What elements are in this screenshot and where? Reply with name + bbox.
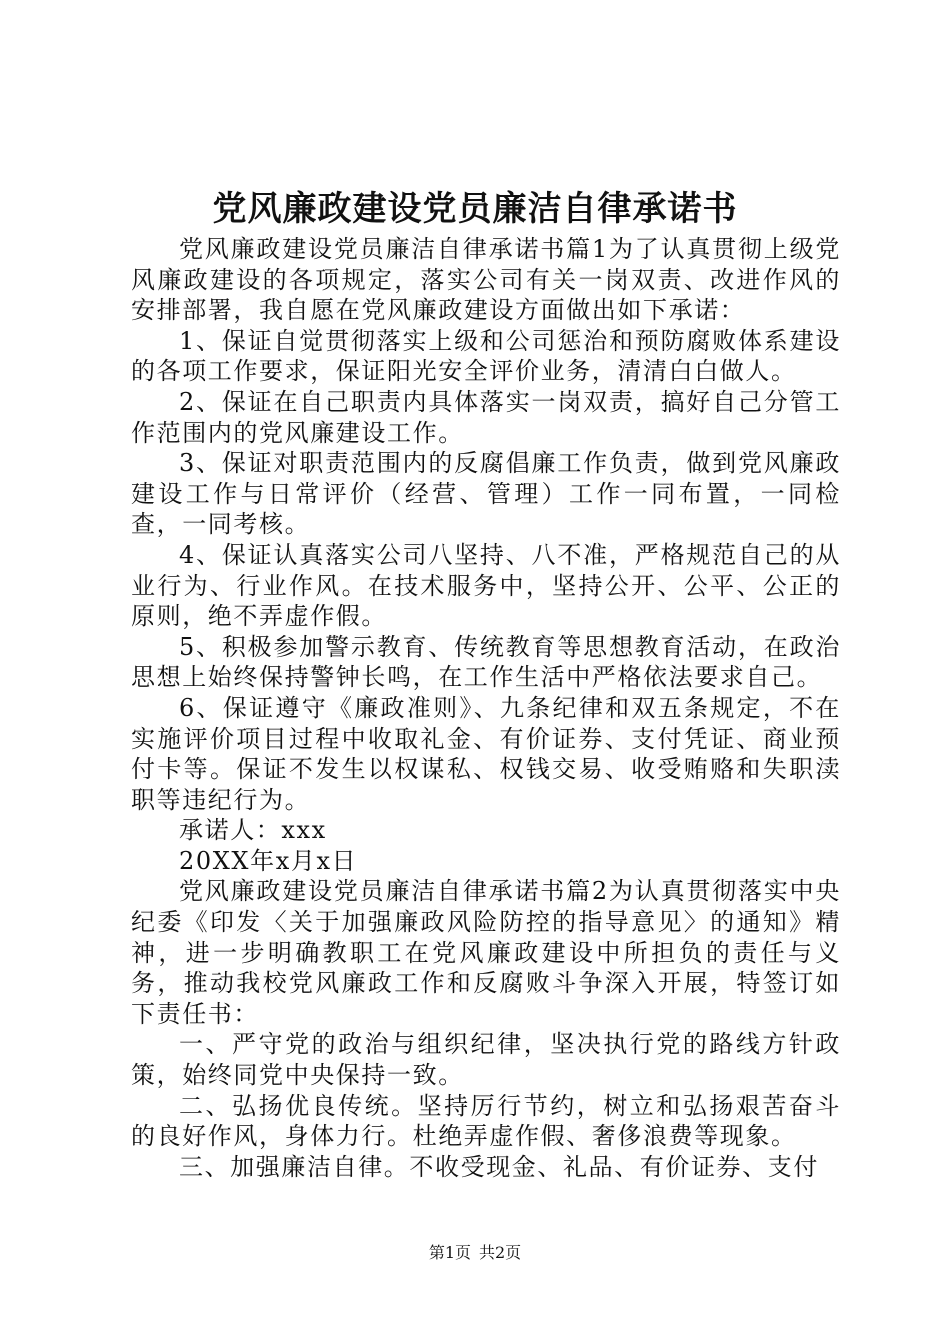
- paragraph-intro-2: 党风廉政建设党员廉洁自律承诺书篇2为认真贯彻落实中央纪委《印发〈关于加强廉政风险防控的指导意见〉的通知》精神，进一步明确教职工在党风廉政建设中所担负的责任与义务，推动我校党风廉政工作和反腐败斗争深入开展，特签订如下责任书：: [131, 877, 841, 1028]
- paragraph-item-1: 1、保证自觉贯彻落实上级和公司惩治和预防腐败体系建设的各项工作要求，保证阳光安全评价业务，清清白白做人。: [131, 326, 841, 386]
- paragraph-item-2: 2、保证在自己职责内具体落实一岗双责，搞好自己分管工作范围内的党风廉建设工作。: [131, 387, 841, 447]
- page-footer: [0, 1242, 950, 1264]
- paragraph-item-5: 5、积极参加警示教育、传统教育等思想教育活动，在政治思想上始终保持警钟长鸣，在工作生活中严格依法要求自己。: [131, 632, 841, 692]
- paragraph-clause-1: 一、严守党的政治与组织纪律，坚决执行党的路线方针政策，始终同党中央保持一致。: [131, 1030, 841, 1090]
- paragraph-item-4: 4、保证认真落实公司八坚持、八不准，严格规范自己的从业行为、行业作风。在技术服务中，坚持公开、公平、公正的原则，绝不弄虚作假。: [131, 540, 841, 631]
- page-number-total: 共2页: [479, 1243, 522, 1262]
- paragraph-clause-3: 三、加强廉洁自律。不收受现金、礼品、有价证券、支付: [179, 1152, 819, 1181]
- page-number-current: 第1页: [428, 1243, 471, 1262]
- paragraph-item-3: 3、保证对职责范围内的反腐倡廉工作负责，做到党风廉政建设工作与日常评价（经营、管理）工作一同布置，一同检查，一同考核。: [131, 449, 841, 539]
- document-body: [131, 234, 841, 1182]
- paragraph-clause-2: 二、弘扬优良传统。坚持厉行节约，树立和弘扬艰苦奋斗的良好作风，身体力行。杜绝弄虚作假、奢侈浪费等现象。: [131, 1091, 841, 1151]
- document-title: 党风廉政建设党员廉洁自律承诺书: [212, 189, 738, 229]
- pledger-line: 承诺人：xxx: [179, 816, 327, 845]
- paragraph-item-6: 6、保证遵守《廉政准则》、九条纪律和双五条规定，不在实施评价项目过程中收取礼金、有价证券、支付凭证、商业预付卡等。保证不发生以权谋私、权钱交易、收受贿赂和失职渎职等违纪行为。: [131, 693, 841, 814]
- paragraph-intro-1: 党风廉政建设党员廉洁自律承诺书篇1为了认真贯彻上级党风廉政建设的各项规定，落实公司有关一岗双责、改进作风的安排部署，我自愿在党风廉政建设方面做出如下承诺：: [131, 235, 841, 325]
- date-line: 20XX年x月x日: [179, 846, 358, 875]
